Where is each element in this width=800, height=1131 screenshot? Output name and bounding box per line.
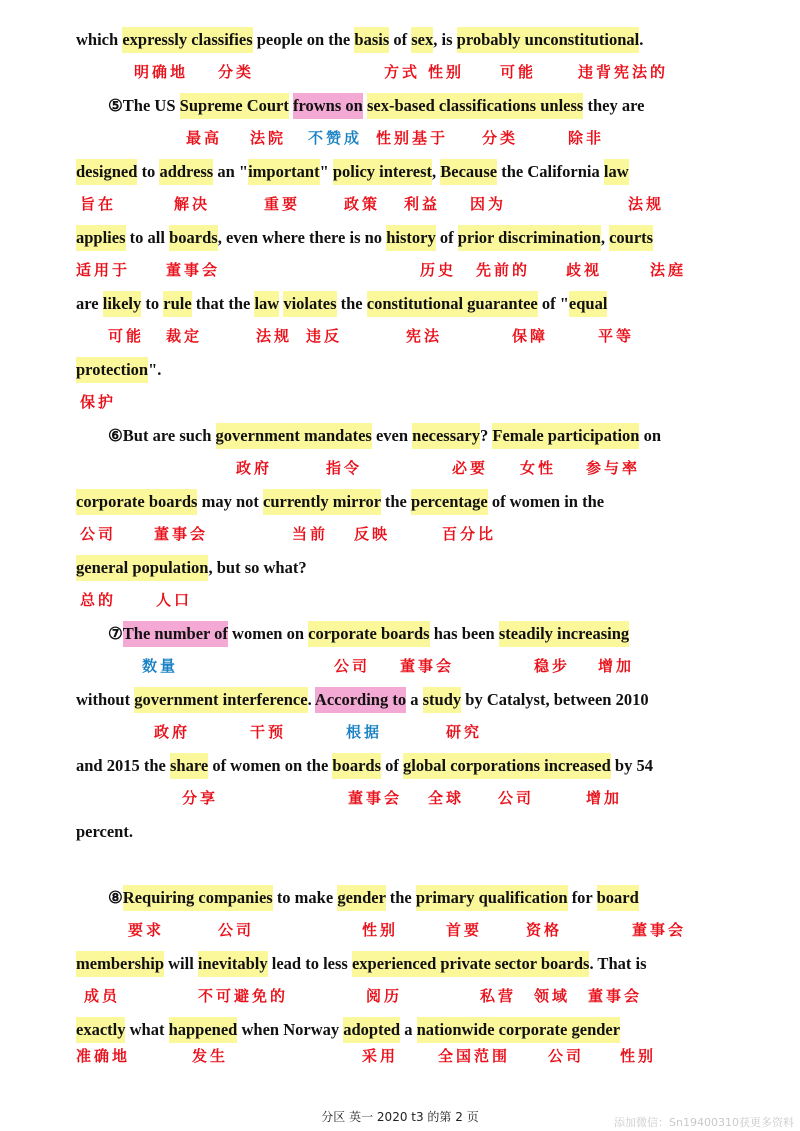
passage-text: a [406,690,423,709]
passage-text: by Catalyst, between 2010 [461,690,649,709]
passage-text: ⑧ [108,888,123,907]
chinese-annotation: 干预 [250,723,287,741]
highlighted-term: necessary [412,423,480,449]
chinese-annotation: 公司 [334,657,371,675]
chinese-annotation: 董事会 [166,261,221,279]
chinese-annotation: 旨在 [80,195,117,213]
highlighted-term: experienced private sector boards [352,951,590,977]
chinese-annotation: 不可避免的 [198,987,289,1005]
passage-text: of women on the [208,756,333,775]
chinese-annotation: 董事会 [588,987,643,1005]
chinese-annotation: 领域 [534,987,571,1005]
chinese-annotation: 资格 [526,921,563,939]
highlighted-term: percentage [411,489,488,515]
highlighted-term: steadily increasing [499,621,629,647]
chinese-annotation: 增加 [586,789,623,807]
chinese-annotation: 性别 [428,63,465,81]
passage-text: the [336,294,367,313]
watermark: 添加微信：Sn19400310获更多资料 [614,1116,794,1129]
highlighted-term: boards [169,225,218,251]
highlighted-term: basis [354,27,389,53]
chinese-annotation: 解决 [174,195,211,213]
highlighted-term: government interference [134,687,307,713]
chinese-annotation: 重要 [264,195,301,213]
passage-text: of [381,756,403,775]
passage-text: . That is [589,954,647,973]
passage-text: , even where there is no [217,228,387,247]
chinese-annotation: 方式 [384,63,421,81]
chinese-annotation: 总的 [80,591,117,609]
passage-text: on [639,426,662,445]
passage-line [76,290,607,318]
chinese-annotation: 当前 [292,525,329,543]
highlighted-term: board [597,885,639,911]
highlighted-term: constitutional guarantee [367,291,538,317]
chinese-annotation: 性别基于 [376,129,449,147]
passage-line [108,620,629,648]
highlighted-term: Female participation [492,423,639,449]
passage-text: , but so what? [208,558,307,577]
passage-text: of [435,228,458,247]
chinese-annotation: 政府 [236,459,273,477]
highlighted-term: government mandates [216,423,372,449]
passage-text: . [307,690,315,709]
passage-line [76,554,307,582]
passage-text: even [371,426,413,445]
highlighted-term: Requiring companies [123,885,273,911]
highlighted-term: currently mirror [263,489,381,515]
chinese-annotation: 明确地 [134,63,189,81]
chinese-annotation: 增加 [598,657,635,675]
chinese-annotation: 法庭 [650,261,687,279]
passage-text: what [125,1020,169,1039]
highlighted-term: happened [169,1017,238,1043]
highlighted-term: study [423,687,462,713]
highlighted-term: history [386,225,436,251]
chinese-annotation: 违背宪法的 [578,63,669,81]
highlighted-term: rule [163,291,191,317]
passage-line [76,752,653,780]
passage-line [76,488,604,516]
chinese-annotation: 历史 [420,261,457,279]
highlighted-term: designed [76,159,137,185]
chinese-annotation: 指令 [326,459,363,477]
chinese-annotation: 最高 [186,129,223,147]
highlighted-term: probably unconstitutional [457,27,640,53]
chinese-annotation: 平等 [598,327,635,345]
chinese-annotation: 数量 [142,657,179,675]
highlighted-term: adopted [343,1017,400,1043]
chinese-annotation: 发生 [192,1047,229,1065]
passage-text: without [76,690,135,709]
chinese-annotation: 公司 [80,525,117,543]
highlighted-term: gender [337,885,385,911]
chinese-annotation: 分类 [218,63,255,81]
pink-highlighted-term: According to [315,687,406,713]
highlighted-term: protection [76,357,148,383]
passage-text: by 54 [610,756,653,775]
highlighted-term: expressly classifies [122,27,252,53]
chinese-annotation: 利益 [404,195,441,213]
chinese-annotation: 公司 [218,921,255,939]
passage-text: . [639,30,644,49]
passage-line [76,1016,620,1044]
highlighted-term: address [159,159,213,185]
chinese-annotation: 适用于 [76,261,131,279]
passage-text: to all [125,228,170,247]
highlighted-term: general population [76,555,208,581]
chinese-annotation: 裁定 [166,327,203,345]
passage-line [76,818,133,846]
chinese-annotation: 成员 [84,987,121,1005]
chinese-annotation: 保障 [512,327,549,345]
chinese-annotation: 研究 [446,723,483,741]
highlighted-term: law [604,159,629,185]
passage-line [108,884,639,912]
passage-text: " [319,162,333,181]
chinese-annotation: 公司 [498,789,535,807]
chinese-annotation: 政府 [154,723,191,741]
passage-line [108,422,661,450]
highlighted-term: prior discrimination [458,225,601,251]
chinese-annotation: 先前的 [476,261,531,279]
passage-text: a [400,1020,417,1039]
highlighted-term: corporate boards [308,621,429,647]
chinese-annotation: 董事会 [348,789,403,807]
passage-line [76,686,649,714]
chinese-annotation: 百分比 [442,525,497,543]
passage-text: an " [213,162,249,181]
passage-line [76,356,161,384]
chinese-annotation: 要求 [128,921,165,939]
passage-text: , [600,228,610,247]
highlighted-term: Because [440,159,497,185]
passage-text: the [380,492,412,511]
passage-text: ". [148,360,162,379]
passage-text: that the [191,294,255,313]
chinese-annotation: 参与率 [586,459,641,477]
passage-text: and 2015 the [76,756,170,775]
passage-text: to [137,162,160,181]
chinese-annotation: 稳步 [534,657,571,675]
highlighted-term: primary qualification [416,885,568,911]
chinese-annotation: 人口 [156,591,193,609]
highlighted-term: share [170,753,208,779]
passage-text: women on [227,624,309,643]
chinese-annotation: 宪法 [406,327,443,345]
passage-line [76,950,647,978]
passage-text: lead to less [267,954,352,973]
chinese-annotation: 公司 [548,1047,585,1065]
chinese-annotation: 分类 [482,129,519,147]
passage-text: percent. [76,822,133,841]
passage-text: ⑤The US [108,96,180,115]
chinese-annotation: 除非 [568,129,605,147]
chinese-annotation: 政策 [344,195,381,213]
passage-text: are [76,294,103,313]
passage-text: to make [272,888,338,907]
highlighted-term: exactly [76,1017,125,1043]
highlighted-term: violates [283,291,336,317]
passage-text: will [164,954,198,973]
passage-text: has been [429,624,499,643]
chinese-annotation: 性别 [362,921,399,939]
passage-text: they are [583,96,645,115]
highlighted-term: sex [411,27,433,53]
chinese-annotation: 董事会 [400,657,455,675]
passage-text: people on the [252,30,355,49]
chinese-annotation: 准确地 [76,1047,131,1065]
passage-text: , [432,162,441,181]
highlighted-term: nationwide corporate gender [417,1017,620,1043]
pink-highlighted-term: frowns on [293,93,363,119]
highlighted-term: membership [76,951,164,977]
highlighted-term: equal [569,291,608,317]
passage-text: which [76,30,123,49]
highlighted-term: Supreme Court [180,93,289,119]
chinese-annotation: 歧视 [566,261,603,279]
chinese-annotation: 董事会 [632,921,687,939]
chinese-annotation: 法院 [250,129,287,147]
passage-text: , is [433,30,457,49]
chinese-annotation: 分享 [182,789,219,807]
passage-text: for [567,888,597,907]
passage-text: of [389,30,412,49]
highlighted-term: boards [332,753,381,779]
passage-text: to [141,294,164,313]
highlighted-term: likely [103,291,142,317]
passage-text: ⑦ [108,624,123,643]
passage-line [76,158,629,186]
chinese-annotation: 可能 [108,327,145,345]
chinese-annotation: 保护 [80,393,117,411]
passage-line [108,92,644,120]
passage-line [76,26,643,54]
highlighted-term: inevitably [198,951,268,977]
chinese-annotation: 性别 [620,1047,657,1065]
highlighted-term: global corporations increased [403,753,611,779]
passage-text: the California [497,162,604,181]
chinese-annotation: 采用 [362,1047,399,1065]
chinese-annotation: 必要 [452,459,489,477]
page-footer: 分区 英一 2020 t3 的第 2 页 [321,1110,479,1124]
passage-text: ? [479,426,493,445]
highlighted-term: law [254,291,279,317]
pink-highlighted-term: The number of [123,621,228,647]
highlighted-term: sex-based classifications unless [367,93,583,119]
chinese-annotation: 法规 [256,327,293,345]
chinese-annotation: 根据 [346,723,383,741]
chinese-annotation: 女性 [520,459,557,477]
chinese-annotation: 阅历 [366,987,403,1005]
passage-text: may not [197,492,263,511]
passage-line [76,224,653,252]
chinese-annotation: 法规 [628,195,665,213]
chinese-annotation: 私营 [480,987,517,1005]
chinese-annotation: 董事会 [154,525,209,543]
highlighted-term: courts [609,225,653,251]
highlighted-term: policy interest [333,159,432,185]
passage-text: of women in the [487,492,605,511]
highlighted-term: important [248,159,320,185]
chinese-annotation: 因为 [470,195,507,213]
passage-text: when Norway [237,1020,344,1039]
highlighted-term: corporate boards [76,489,197,515]
chinese-annotation: 违反 [306,327,343,345]
chinese-annotation: 不赞成 [308,129,363,147]
highlighted-term: applies [76,225,126,251]
chinese-annotation: 首要 [446,921,483,939]
passage-text: of " [537,294,569,313]
passage-text: the [385,888,416,907]
chinese-annotation: 全球 [428,789,465,807]
passage-text: ⑥But are such [108,426,216,445]
chinese-annotation: 可能 [500,63,537,81]
chinese-annotation: 全国范围 [438,1047,511,1065]
chinese-annotation: 反映 [354,525,391,543]
